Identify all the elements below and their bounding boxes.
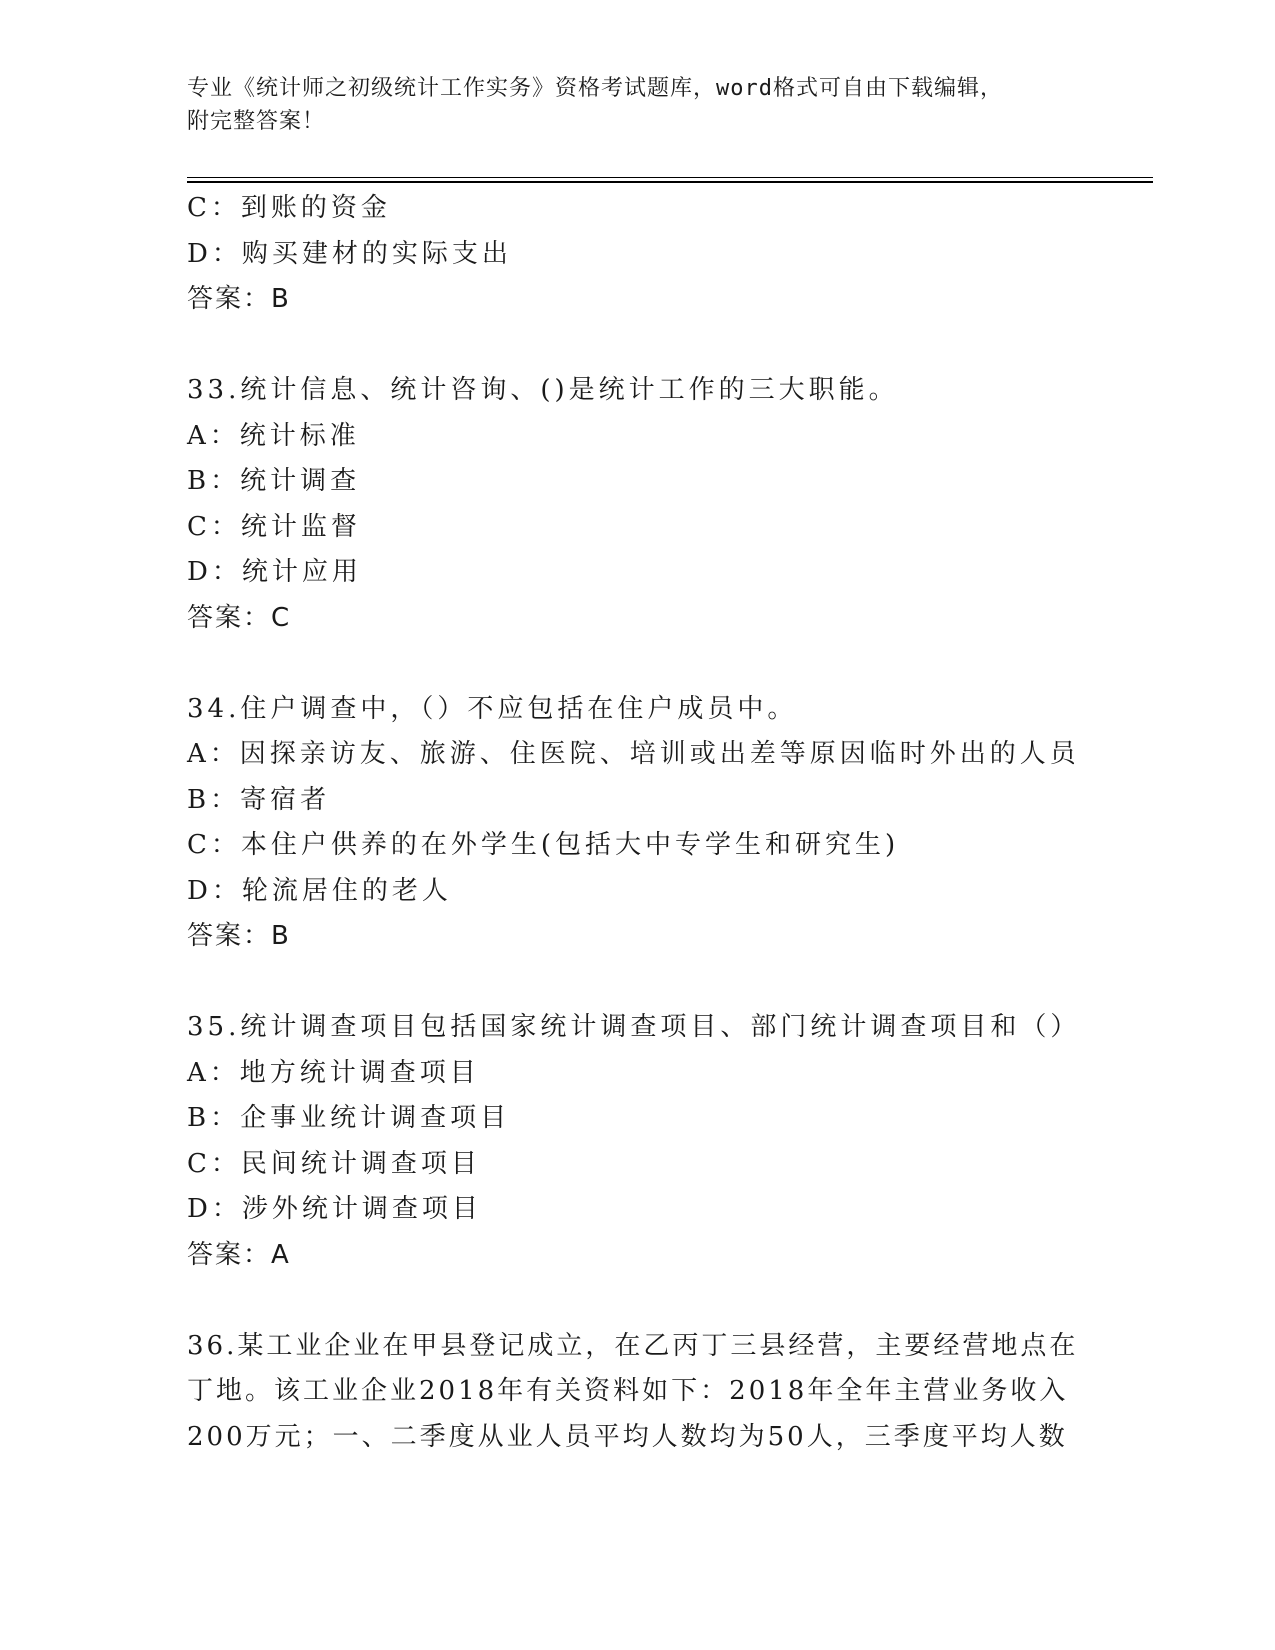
option-b: B：统计调查	[187, 466, 361, 496]
spacer	[187, 323, 1087, 369]
answer: 答案：B	[187, 284, 291, 314]
page-header	[187, 72, 1087, 138]
spacer	[187, 641, 1087, 687]
header-line-1: 专业《统计师之初级统计工作实务》资格考试题库，word格式可自由下载编辑，	[187, 76, 1003, 101]
question-35	[187, 1005, 1087, 1278]
option-c: C：本住户供养的在外学生(包括大中专学生和研究生)	[187, 830, 900, 860]
question-stem-line-3: 200万元；一、二季度从业人员平均人数均为50人，三季度平均人数	[187, 1421, 1068, 1452]
option-b: B：寄宿者	[187, 784, 331, 815]
header-divider-top	[187, 177, 1153, 178]
question-list	[187, 186, 1087, 1460]
spacer	[187, 960, 1087, 1006]
question-stem: 35.统计调查项目包括国家统计调查项目、部门统计调查项目和（）	[187, 1012, 1081, 1042]
option-d: D：轮流居住的老人	[187, 875, 452, 906]
option-a: A：地方统计调查项目	[187, 1057, 480, 1088]
option-d: D：涉外统计调查项目	[187, 1194, 482, 1224]
option-c: C：民间统计调查项目	[187, 1148, 481, 1179]
option-c: C：到账的资金	[187, 193, 391, 223]
option-b: B：企事业统计调查项目	[187, 1103, 511, 1133]
question-32-tail	[187, 186, 1087, 323]
question-stem: 33.统计信息、统计咨询、()是统计工作的三大职能。	[187, 375, 899, 405]
question-36	[187, 1324, 1079, 1461]
option-c: C：统计监督	[187, 511, 361, 542]
question-stem: 34.住户调查中，（）不应包括在住户成员中。	[187, 693, 798, 724]
option-d: D：统计应用	[187, 557, 362, 587]
option-a: A：统计标准	[187, 420, 360, 451]
answer: 答案：A	[187, 1239, 291, 1270]
question-33	[187, 368, 1087, 641]
question-stem-line-1: 36.某工业企业在甲县登记成立，在乙丙丁三县经营，主要经营地点在	[187, 1330, 1079, 1361]
option-a: A：因探亲访友、旅游、住医院、培训或出差等原因临时外出的人员	[187, 739, 1080, 769]
question-34	[187, 687, 1087, 960]
answer: 答案：B	[187, 921, 291, 951]
option-d: D：购买建材的实际支出	[187, 238, 512, 269]
header-divider-bottom	[187, 181, 1153, 183]
header-line-2: 附完整答案！	[187, 109, 326, 134]
answer: 答案：C	[187, 602, 292, 633]
spacer	[187, 1278, 1087, 1324]
question-stem-line-2: 丁地。该工业企业2018年有关资料如下：2018年全年主营业务收入	[187, 1376, 1069, 1406]
